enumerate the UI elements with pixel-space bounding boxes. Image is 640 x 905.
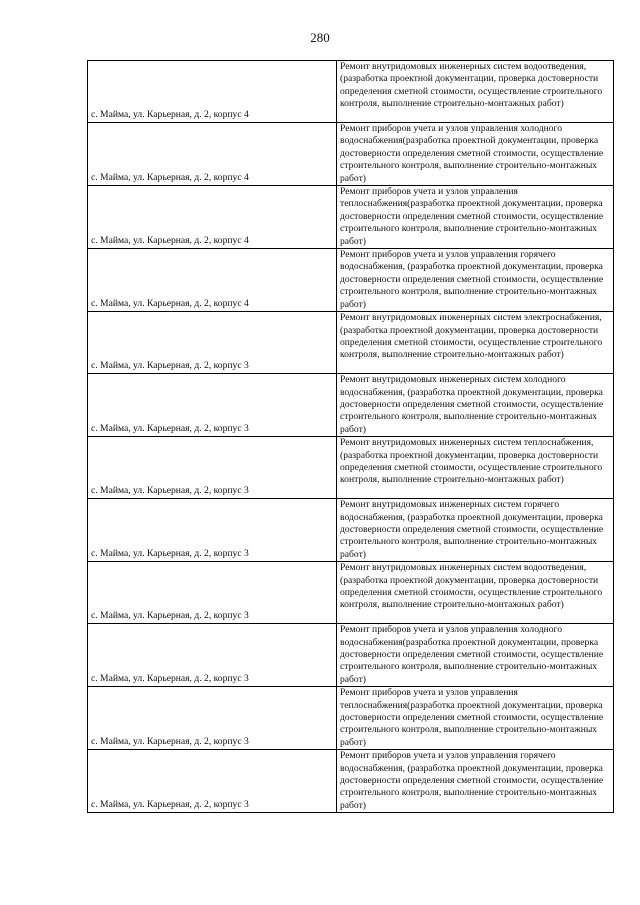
description-cell: Ремонт приборов учета и узлов управления теплоснабжения(разработка проектной документации, проверка достоверности определения сметной стоимости, осуществление строительного контроля, выполнение строительно-монтажных работ) bbox=[337, 687, 614, 750]
description-cell: Ремонт приборов учета и узлов управления холодного водоснабжения(разработка проектной документации, проверка достоверности определения сметной стоимости, осуществление строительного контроля, выполнение строительно-монтажных работ) bbox=[337, 624, 614, 687]
table-row bbox=[88, 249, 614, 312]
address-cell: с. Майма, ул. Карьерная, д. 2, корпус 3 bbox=[88, 374, 337, 437]
description-cell: Ремонт приборов учета и узлов управления холодного водоснабжения(разработка проектной документации, проверка достоверности определения сметной стоимости, осуществление строительного контроля, выполнение строительно-монтажных работ) bbox=[337, 123, 614, 186]
works-table-body bbox=[88, 61, 614, 813]
table-row bbox=[88, 687, 614, 750]
table-row bbox=[88, 186, 614, 249]
address-cell: с. Майма, ул. Карьерная, д. 2, корпус 3 bbox=[88, 750, 337, 813]
description-cell: Ремонт внутридомовых инженерных систем водоотведения, (разработка проектной документации, проверка достоверности определения сметной стоимости, осуществление строительного контроля, выполнение строительно-монтажных работ) bbox=[337, 61, 614, 123]
table-row bbox=[88, 624, 614, 687]
description-cell: Ремонт внутридомовых инженерных систем теплоснабжения, (разработка проектной документации, проверка достоверности определения сметной стоимости, осуществление строительного контроля, выполнение строительно-монтажных работ) bbox=[337, 437, 614, 499]
description-cell: Ремонт внутридомовых инженерных систем горячего водоснабжения, (разработка проектной документации, проверка достоверности определения сметной стоимости, осуществление строительного контроля, выполнение строительно-монтажных работ) bbox=[337, 499, 614, 562]
address-cell: с. Майма, ул. Карьерная, д. 2, корпус 3 bbox=[88, 437, 337, 499]
table-row bbox=[88, 562, 614, 624]
description-cell: Ремонт внутридомовых инженерных систем водоотведения, (разработка проектной документации, проверка достоверности определения сметной стоимости, осуществление строительного контроля, выполнение строительно-монтажных работ) bbox=[337, 562, 614, 624]
description-cell: Ремонт приборов учета и узлов управления горячего водоснабжения, (разработка проектной документации, проверка достоверности определения сметной стоимости, осуществление строительного контроля, выполнение строительно-монтажных работ) bbox=[337, 249, 614, 312]
description-cell: Ремонт внутридомовых инженерных систем электроснабжения, (разработка проектной документации, проверка достоверности определения сметной стоимости, осуществление строительного контроля, выполнение строительно-монтажных работ) bbox=[337, 312, 614, 374]
table-row bbox=[88, 123, 614, 186]
description-cell: Ремонт приборов учета и узлов управления горячего водоснабжения, (разработка проектной документации, проверка достоверности определения сметной стоимости, осуществление строительного контроля, выполнение строительно-монтажных работ) bbox=[337, 750, 614, 813]
table-row bbox=[88, 750, 614, 813]
page-number: 280 bbox=[310, 30, 330, 45]
address-cell: с. Майма, ул. Карьерная, д. 2, корпус 3 bbox=[88, 312, 337, 374]
table-row bbox=[88, 374, 614, 437]
table-row bbox=[88, 437, 614, 499]
address-cell: с. Майма, ул. Карьерная, д. 2, корпус 4 bbox=[88, 123, 337, 186]
works-table bbox=[87, 60, 614, 813]
table-row bbox=[88, 61, 614, 123]
table-row bbox=[88, 499, 614, 562]
description-cell: Ремонт приборов учета и узлов управления теплоснабжения(разработка проектной документации, проверка достоверности определения сметной стоимости, осуществление строительного контроля, выполнение строительно-монтажных работ) bbox=[337, 186, 614, 249]
description-cell: Ремонт внутридомовых инженерных систем холодного водоснабжения, (разработка проектной документации, проверка достоверности определения сметной стоимости, осуществление строительного контроля, выполнение строительно-монтажных работ) bbox=[337, 374, 614, 437]
table-row bbox=[88, 312, 614, 374]
address-cell: с. Майма, ул. Карьерная, д. 2, корпус 4 bbox=[88, 249, 337, 312]
address-cell: с. Майма, ул. Карьерная, д. 2, корпус 4 bbox=[88, 186, 337, 249]
address-cell: с. Майма, ул. Карьерная, д. 2, корпус 3 bbox=[88, 624, 337, 687]
address-cell: с. Майма, ул. Карьерная, д. 2, корпус 3 bbox=[88, 687, 337, 750]
address-cell: с. Майма, ул. Карьерная, д. 2, корпус 3 bbox=[88, 499, 337, 562]
address-cell: с. Майма, ул. Карьерная, д. 2, корпус 4 bbox=[88, 61, 337, 123]
address-cell: с. Майма, ул. Карьерная, д. 2, корпус 3 bbox=[88, 562, 337, 624]
